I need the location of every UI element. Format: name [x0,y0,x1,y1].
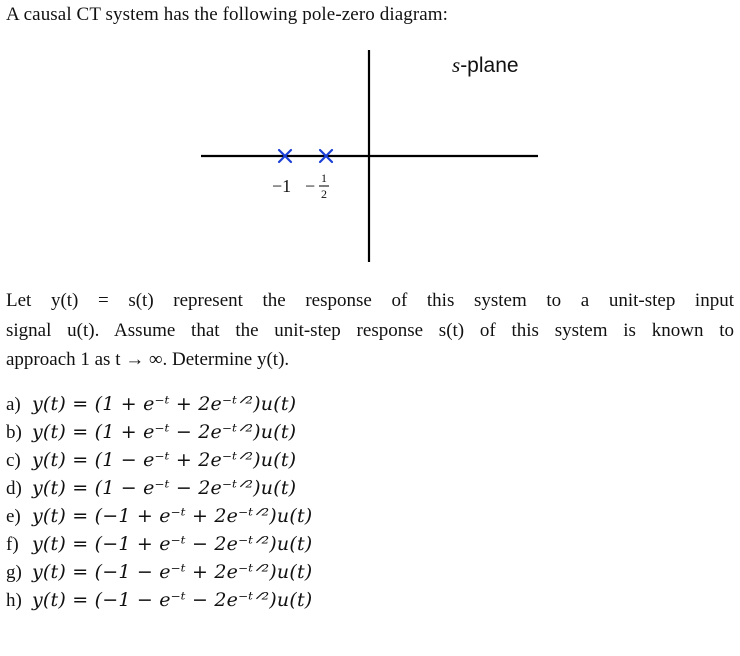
answer-option-f[interactable] [6,533,312,561]
option-letter: c) [6,450,21,471]
pole-label-minus-half-num: 1 [321,171,327,185]
plane-variable: s [452,53,461,77]
plane-word: -plane [460,54,519,77]
answer-option-b[interactable] [6,421,312,449]
answer-option-d[interactable] [6,477,312,505]
problem-line-2: signal u(t). Assume that the unit-step response s(t) of this system is known to [6,319,734,341]
option-letter: h) [6,590,22,611]
option-expression: y(t) = (1 + e⁻ᵗ − 2e⁻ᵗᐟ²)u(t) [32,421,297,443]
pole-label-minus-half [305,171,329,201]
problem-statement [6,286,734,375]
option-expression: y(t) = (1 − e⁻ᵗ + 2e⁻ᵗᐟ²)u(t) [32,449,297,471]
pole-zero-diagram [0,0,740,280]
problem-line-1: Let y(t) = s(t) represent the response of this system to a unit-step input [6,290,734,311]
option-expression: y(t) = (−1 − e⁻ᵗ + 2e⁻ᵗᐟ²)u(t) [32,561,313,583]
question-intro: A causal CT system has the following pole-zero diagram: [6,4,449,25]
answer-options [6,393,312,617]
s-plane-label [452,53,519,78]
answer-option-e[interactable] [6,505,312,533]
answer-option-h[interactable] [6,589,312,617]
pole-label-minus-one: −1 [272,176,292,196]
pole-label-minus-half-den: 2 [321,187,327,201]
option-letter: f) [6,534,19,555]
answer-option-c[interactable] [6,449,312,477]
answer-option-g[interactable] [6,561,312,589]
option-expression: y(t) = (1 + e⁻ᵗ + 2e⁻ᵗᐟ²)u(t) [32,393,297,415]
answer-option-a[interactable] [6,393,312,421]
option-expression: y(t) = (−1 − e⁻ᵗ − 2e⁻ᵗᐟ²)u(t) [32,589,313,611]
option-expression: y(t) = (−1 + e⁻ᵗ − 2e⁻ᵗᐟ²)u(t) [32,533,313,555]
pole-label-minus-half-sign: − [305,176,316,196]
option-letter: d) [6,478,22,499]
option-letter: a) [6,394,21,415]
option-letter: g) [6,562,22,583]
option-expression: y(t) = (1 − e⁻ᵗ − 2e⁻ᵗᐟ²)u(t) [32,477,297,499]
problem-line-3: approach 1 as t → ∞. Determine y(t). [6,349,290,370]
option-letter: b) [6,422,22,443]
option-expression: y(t) = (−1 + e⁻ᵗ + 2e⁻ᵗᐟ²)u(t) [32,505,313,527]
option-letter: e) [6,506,21,527]
